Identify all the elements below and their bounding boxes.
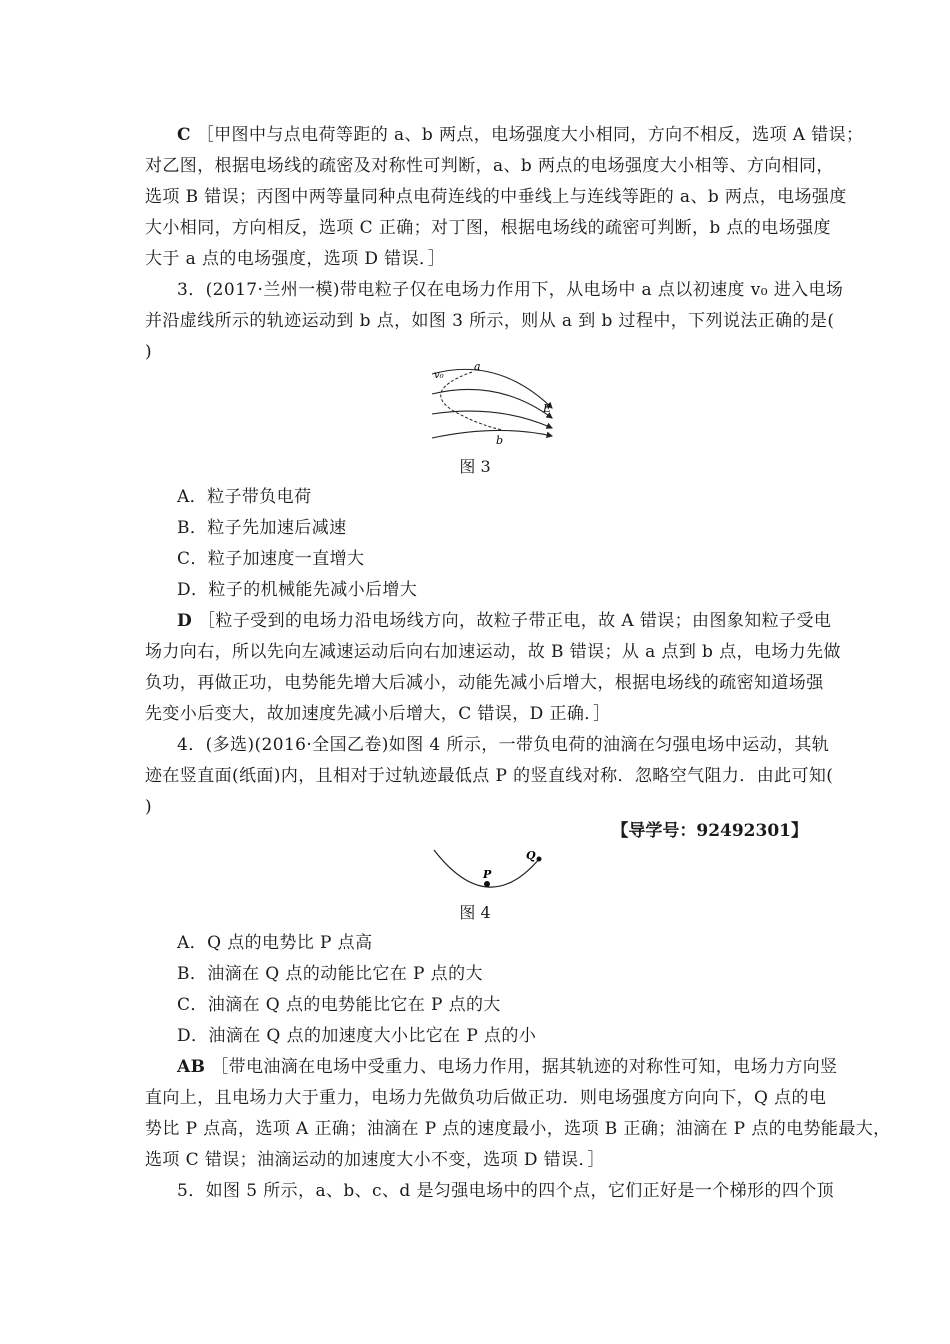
answer-line — [177, 120, 863, 150]
question-stem: ) — [145, 797, 153, 817]
field-line — [432, 369, 552, 408]
guide-number: 【导学号：92492301】 — [611, 821, 808, 841]
answer-letter: C — [177, 125, 191, 145]
answer-line: 势比 P 点高，选项 A 正确；油滴在 P 点的速度最小，选项 B 正确；油滴在 P 点的电势能最大， — [145, 1119, 891, 1139]
answer-text: ［带电油滴在电场中受重力、电场力作用，据其轨迹的对称性可知，电场力方向竖 — [211, 1057, 838, 1077]
figure-caption: 图 3 — [459, 457, 491, 476]
field-line — [432, 430, 552, 438]
label-v0: v₀ — [434, 370, 444, 381]
option-a: A．Q 点的电势比 P 点高 — [177, 933, 373, 953]
answer-line — [177, 1052, 838, 1082]
field-line — [432, 411, 552, 428]
point-Q — [537, 857, 542, 862]
answer-line: 大于 a 点的电场强度，选项 D 错误．］ — [145, 249, 446, 269]
answer-text: ［甲图中与点电荷等距的 a、b 两点，电场强度大小相同，方向不相反，选项 A 错误； — [196, 125, 864, 145]
option-b: B．粒子先加速后减速 — [177, 518, 347, 538]
answer-text: ［粒子受到的电场力沿电场线方向，故粒子带正电，故 A 错误；由图象知粒子受电 — [197, 611, 832, 631]
option-b: B．油滴在 Q 点的动能比它在 P 点的大 — [177, 964, 483, 984]
label-b: b — [496, 434, 504, 446]
answer-line — [177, 606, 831, 636]
answer-letter: AB — [177, 1057, 206, 1077]
answer-line: 先变小后变大，故加速度先减小后增大，C 错误，D 正确．］ — [145, 704, 611, 724]
question-stem: 4．(多选)(2016·全国乙卷)如图 4 所示，一带负电荷的油滴在匀强电场中运动，其轨 — [177, 735, 830, 755]
answer-line: 选项 B 错误；丙图中两等量同种点电荷连线的中垂线上与连线等距的 a、b 两点，电场强度 — [145, 187, 847, 207]
trajectory — [441, 372, 502, 430]
point-P — [484, 881, 490, 887]
option-c: C．油滴在 Q 点的电势能比它在 P 点的大 — [177, 995, 501, 1015]
label-P: P — [483, 868, 492, 881]
answer-line: 大小相同，方向相反，选项 C 正确；对丁图，根据电场线的疏密可判断，b 点的电场强度 — [145, 218, 831, 238]
figure-caption: 图 4 — [459, 903, 491, 922]
answer-line: 选项 C 错误；油滴运动的加速度大小不变，选项 D 错误．］ — [145, 1150, 605, 1170]
option-d: D．油滴在 Q 点的加速度大小比它在 P 点的小 — [177, 1026, 537, 1046]
answer-line: 负功，再做正功，电势能先增大后减小，动能先减小后增大，根据电场线的疏密知道场强 — [145, 673, 824, 693]
label-E: E — [543, 402, 552, 415]
label-Q: Q — [526, 849, 536, 862]
option-c: C．粒子加速度一直增大 — [177, 549, 365, 569]
question-stem: 5．如图 5 所示，a、b、c、d 是匀强电场中的四个点，它们正好是一个梯形的四个顶 — [177, 1181, 835, 1201]
question-stem: 并沿虚线所示的轨迹运动到 b 点，如图 3 所示，则从 a 到 b 过程中，下列说法正确的是( — [145, 311, 835, 331]
question-stem: ) — [145, 342, 153, 362]
option-d: D．粒子的机械能先减小后增大 — [177, 580, 418, 600]
figure-4-diagram — [428, 846, 548, 896]
field-line — [432, 389, 552, 418]
figure-3-diagram — [428, 360, 560, 446]
answer-line: 对乙图，根据电场线的疏密及对称性可判断，a、b 两点的电场强度大小相等、方向相同， — [145, 156, 834, 176]
label-a: a — [474, 360, 481, 373]
question-stem: 迹在竖直面(纸面)内，且相对于过轨迹最低点 P 的竖直线对称．忽略空气阻力．由此可知( — [145, 766, 834, 786]
question-stem: 3．(2017·兰州一模)带电粒子仅在电场力作用下，从电场中 a 点以初速度 v₀ 进入电场 — [177, 280, 844, 300]
option-a: A．粒子带负电荷 — [177, 487, 312, 507]
answer-letter: D — [177, 611, 193, 631]
answer-line: 直向上，且电场力大于重力，电场力先做负功后做正功．则电场强度方向向下，Q 点的电 — [145, 1088, 827, 1108]
answer-line: 场力向右，所以先向左减速运动后向右加速运动，故 B 错误；从 a 点到 b 点，电场力先做 — [145, 642, 841, 662]
